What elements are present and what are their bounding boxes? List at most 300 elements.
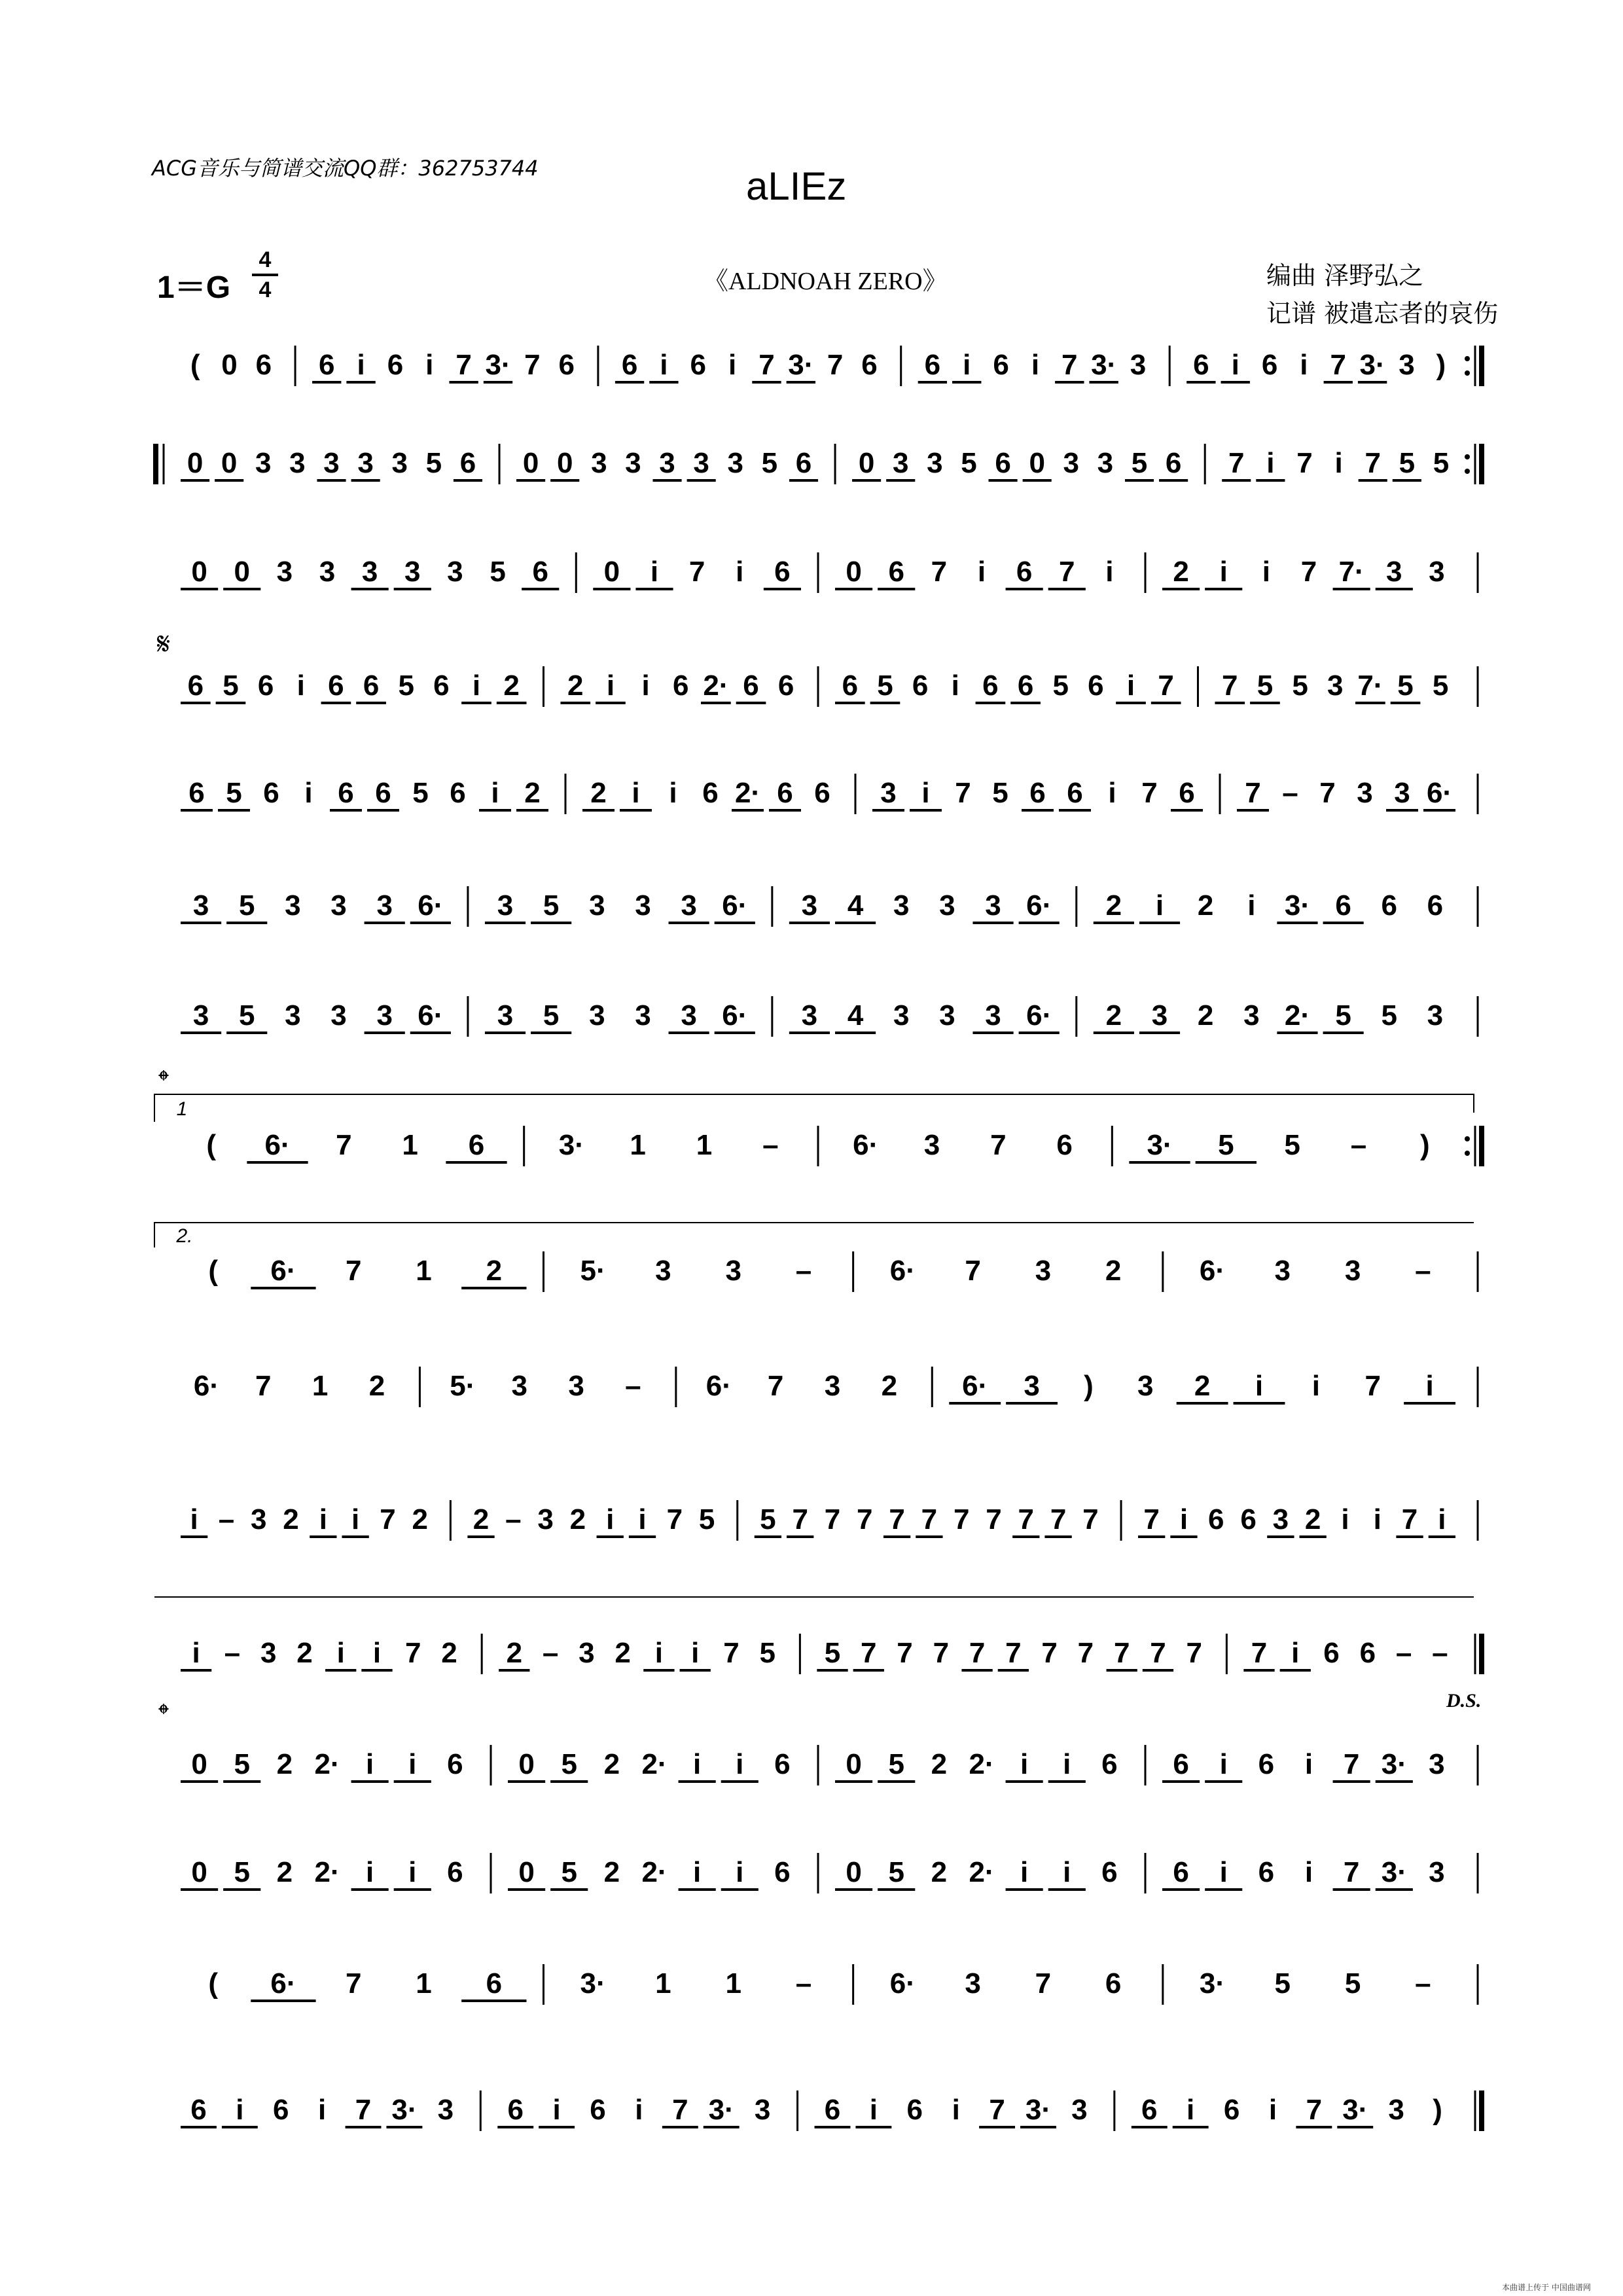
note: 3· [1091, 349, 1117, 381]
upload-footer-tag: 本曲谱上传于 中国曲谱网 [1502, 2283, 1591, 2292]
note: 7 [889, 1503, 905, 1535]
note: 3 [537, 1503, 554, 1535]
note: i [632, 777, 640, 809]
note: 0 [846, 1856, 862, 1888]
note: 7 [455, 349, 472, 381]
note: 3 [260, 1637, 277, 1669]
note: i [650, 556, 659, 588]
note: 6 [590, 2094, 606, 2126]
repeat-dot [1465, 469, 1470, 474]
note: 6 [1088, 670, 1104, 702]
note: 7 [1143, 1503, 1160, 1535]
note: 6· [264, 1129, 291, 1161]
note: 2 [283, 1503, 299, 1535]
note: i [641, 670, 650, 702]
note: 7 [827, 349, 844, 381]
note: 2· [641, 1748, 668, 1780]
time-signature-numerator: 4 [259, 247, 272, 272]
note: 3 [1272, 1503, 1289, 1535]
note: i [1231, 349, 1240, 381]
repeat-dot [1465, 1151, 1470, 1156]
note: 0 [858, 447, 875, 479]
note: 7 [1150, 1637, 1166, 1669]
note: 3 [1243, 999, 1260, 1031]
volta-2-label: 2. [176, 1225, 193, 1247]
repeat-dot [1465, 356, 1470, 361]
note: ) [1433, 2094, 1442, 2126]
note: 3 [1344, 1255, 1361, 1287]
note: 6 [814, 777, 830, 809]
note: i [606, 1503, 615, 1535]
note: i [336, 1637, 345, 1669]
note: 6 [774, 556, 791, 588]
note: 5 [877, 670, 893, 702]
note: 5 [226, 777, 242, 809]
note: 3 [1327, 670, 1344, 702]
note: 2· [703, 670, 729, 702]
note: 3 [965, 1967, 981, 2000]
note: 1 [416, 1967, 432, 2000]
note: 7 [861, 1637, 877, 1669]
note: 3 [568, 1370, 584, 1402]
note: 7 [1050, 1503, 1067, 1535]
note: 2 [569, 1503, 586, 1535]
note: 3 [391, 447, 408, 479]
note: i [491, 777, 499, 809]
note: i [1020, 1748, 1029, 1780]
note: 3 [376, 889, 393, 922]
note: 1 [696, 1129, 713, 1161]
note: 7 [1319, 777, 1336, 809]
note: 7 [1300, 556, 1317, 588]
note: 6 [1029, 777, 1046, 809]
repeat-dot [1465, 1136, 1470, 1141]
note: 2 [296, 1637, 313, 1669]
note: i [1063, 1856, 1071, 1888]
note: 3 [323, 447, 340, 479]
note: i [296, 670, 305, 702]
note: 5 [1257, 670, 1274, 702]
note: 3 [635, 889, 651, 922]
note: 6 [1335, 889, 1351, 922]
note: 2 [412, 1503, 428, 1535]
note: 2 [1197, 999, 1214, 1031]
note: 6 [774, 1856, 791, 1888]
note: 3· [558, 1129, 584, 1161]
note: 5 [561, 1748, 577, 1780]
note: 6· [1199, 1255, 1226, 1287]
note: 3· [1025, 2094, 1052, 2126]
note: 7 [1364, 1370, 1381, 1402]
note: 3 [376, 999, 393, 1031]
note: 5 [234, 1748, 250, 1780]
note: 2 [615, 1637, 631, 1669]
note: 3 [276, 556, 293, 588]
note: 7 [355, 2094, 372, 2126]
note: i [1126, 670, 1135, 702]
note: 6· [1026, 889, 1052, 922]
note: 0 [522, 447, 539, 479]
note: 6 [982, 670, 999, 702]
note: 2 [1105, 999, 1122, 1031]
note: 6 [1208, 1503, 1224, 1535]
note: 3 [285, 889, 301, 922]
note: 5 [490, 556, 506, 588]
note: 7 [1228, 447, 1245, 479]
note: 7 [1113, 1637, 1130, 1669]
note: 0 [191, 556, 207, 588]
note: 3· [485, 349, 511, 381]
note: 3 [655, 1255, 671, 1287]
note: 7 [767, 1370, 784, 1402]
note: 3 [330, 889, 347, 922]
note: i [635, 2094, 643, 2126]
note: i [425, 349, 434, 381]
note: 0 [1029, 447, 1045, 479]
note: 3· [1381, 1748, 1407, 1780]
note: 3 [1357, 777, 1373, 809]
repeat-dot [1465, 370, 1470, 376]
note: i [693, 1748, 702, 1780]
note: i [921, 777, 930, 809]
song-title: aLIEz [746, 164, 847, 208]
note: 2 [931, 1748, 948, 1780]
note: 0 [518, 1856, 535, 1888]
note: 3 [285, 999, 301, 1031]
note: 6 [993, 349, 1009, 381]
note: 3 [1151, 999, 1168, 1031]
note: i [669, 777, 677, 809]
note: 6 [363, 670, 380, 702]
note: 3 [893, 889, 910, 922]
note: – [1350, 1129, 1367, 1161]
note: 6· [270, 1255, 296, 1287]
note: i [1219, 556, 1228, 588]
note: 7 [1364, 447, 1381, 479]
note: 3 [923, 1129, 940, 1161]
note: 6· [193, 1370, 219, 1402]
note: 5 [561, 1856, 577, 1888]
note: i [1155, 889, 1164, 922]
note: – [542, 1637, 559, 1669]
note: i [691, 1637, 700, 1669]
note: 2· [314, 1856, 340, 1888]
note: 2 [1105, 1255, 1122, 1287]
note: 3· [788, 349, 814, 381]
note: 5 [543, 889, 560, 922]
note: 2 [1105, 889, 1122, 922]
note: i [408, 1748, 417, 1780]
time-signature-denominator: 4 [259, 278, 272, 302]
note: 2 [368, 1370, 385, 1402]
note: 2 [603, 1748, 620, 1780]
note: 6 [255, 349, 272, 381]
note: 3 [579, 1637, 595, 1669]
note: 2· [969, 1856, 995, 1888]
note: 5 [888, 1856, 904, 1888]
note: 7 [345, 1967, 362, 2000]
note: 3 [1427, 999, 1444, 1031]
note: 7 [255, 1370, 272, 1402]
note: 3· [708, 2094, 734, 2126]
note: 6 [1223, 2094, 1240, 2126]
note: 5 [1292, 670, 1308, 702]
note: 0 [846, 556, 862, 588]
note: 6 [1101, 1748, 1118, 1780]
note: 3 [251, 1503, 267, 1535]
note: 3· [1147, 1129, 1173, 1161]
note: 0 [603, 556, 620, 588]
note: i [660, 349, 668, 381]
note: 6· [418, 999, 444, 1031]
note: 3 [589, 889, 605, 922]
note: – [762, 1129, 779, 1161]
note: 3 [497, 999, 514, 1031]
note: 2 [1194, 1370, 1211, 1402]
note: 2 [1173, 556, 1189, 588]
note: 3· [1199, 1967, 1226, 2000]
note: 6 [702, 777, 719, 809]
note: i [1179, 1503, 1188, 1535]
note: 6 [486, 1967, 503, 2000]
note: 3 [1429, 1856, 1445, 1888]
note: ) [1420, 1129, 1430, 1161]
note: 1 [402, 1129, 418, 1161]
note: 0 [846, 1748, 862, 1780]
note: 3 [1063, 447, 1080, 479]
note: 2 [486, 1255, 503, 1287]
note: 7 [1186, 1637, 1202, 1669]
note: 7 [1035, 1967, 1052, 2000]
note: 5 [1284, 1129, 1300, 1161]
volta-bracket [154, 1094, 1474, 1122]
note: i [736, 1748, 744, 1780]
note: 3 [1024, 1370, 1040, 1402]
note: 7 [965, 1255, 981, 1287]
note: 6 [1067, 777, 1083, 809]
note: 3 [927, 447, 943, 479]
note: – [1432, 1637, 1448, 1669]
note: 7 [405, 1637, 421, 1669]
note: i [408, 1856, 417, 1888]
note: i [366, 1748, 374, 1780]
note: 7 [933, 1637, 950, 1669]
note: 2· [1284, 999, 1311, 1031]
note: 2 [881, 1370, 898, 1402]
note: 3 [681, 889, 697, 922]
note: 7 [1306, 2094, 1323, 2126]
note: – [795, 1967, 812, 2000]
note: i [357, 349, 365, 381]
note: 5 [398, 670, 414, 702]
note: i [1291, 1637, 1300, 1669]
note: 6 [447, 1748, 463, 1780]
note: 7 [336, 1129, 352, 1161]
note: i [1373, 1503, 1382, 1535]
note: 6 [1016, 556, 1033, 588]
note: i [552, 2094, 561, 2126]
note: i [1268, 2094, 1277, 2126]
note: ) [1436, 349, 1446, 381]
note: 7 [672, 2094, 688, 2126]
note: 6 [912, 670, 929, 702]
note: i [1020, 1856, 1029, 1888]
note: 5 [824, 1637, 841, 1669]
note: 5· [450, 1370, 476, 1402]
note: 3 [447, 556, 463, 588]
note: 5 [543, 999, 560, 1031]
note: 2 [441, 1637, 457, 1669]
note: 5 [759, 1637, 776, 1669]
note: 7 [688, 556, 705, 588]
note: 3 [693, 447, 709, 479]
note: 7 [955, 777, 971, 809]
note: i [1304, 1748, 1313, 1780]
note: 7 [990, 1129, 1007, 1161]
note: 2 [276, 1856, 293, 1888]
note: 1 [312, 1370, 329, 1402]
note: 7 [1005, 1637, 1022, 1669]
note: 2· [314, 1748, 340, 1780]
note: 3 [192, 889, 209, 922]
note: i [1425, 1370, 1434, 1402]
note: 6· [853, 1129, 879, 1161]
note: ( [190, 349, 200, 381]
note: 3 [1071, 2094, 1088, 2126]
note: 6 [1056, 1129, 1073, 1161]
note: 6 [338, 777, 354, 809]
note: 0 [187, 447, 204, 479]
note: 6 [450, 777, 466, 809]
note: – [1415, 1255, 1431, 1287]
note: i [736, 1856, 744, 1888]
note: 7 [1082, 1503, 1099, 1535]
note: 6 [1427, 889, 1444, 922]
note: 2 [276, 1748, 293, 1780]
note: 7 [723, 1637, 740, 1669]
note: i [366, 1856, 374, 1888]
note: 7· [1357, 670, 1383, 702]
note: 2· [734, 777, 761, 809]
note: 6 [1240, 1503, 1257, 1535]
note: – [218, 1503, 235, 1535]
note: 5 [223, 670, 239, 702]
note: 3 [1394, 777, 1410, 809]
note: 6 [263, 777, 279, 809]
note: 6 [188, 777, 205, 809]
note: 3 [893, 999, 910, 1031]
note: i [472, 670, 481, 702]
note: 3 [824, 1370, 841, 1402]
note: 0 [556, 447, 573, 479]
note: 6 [433, 670, 450, 702]
note: 6 [190, 2094, 207, 2126]
note: 2 [503, 670, 520, 702]
note: i [1031, 349, 1040, 381]
note: 7 [931, 556, 948, 588]
note: i [638, 1503, 647, 1535]
note: 3 [361, 556, 378, 588]
note: 3 [727, 447, 744, 479]
note: 3· [1359, 349, 1385, 381]
note: 3 [511, 1370, 527, 1402]
note: 6· [1426, 777, 1453, 809]
note: 6 [459, 447, 476, 479]
segno-sign: 𝄋 [156, 627, 171, 662]
note: 6 [187, 670, 204, 702]
note: 6 [1165, 447, 1182, 479]
note: i [190, 1503, 198, 1535]
note: 6 [1359, 1637, 1376, 1669]
note: 3 [1399, 349, 1415, 381]
note: i [1247, 889, 1256, 922]
note: 3· [1342, 2094, 1368, 2126]
note: 2 [931, 1856, 948, 1888]
coda-sign: 𝄌 [158, 1065, 169, 1097]
note: 3 [725, 1255, 741, 1287]
note: 6 [1258, 1856, 1275, 1888]
note: 0 [191, 1748, 207, 1780]
note: – [795, 1255, 812, 1287]
note: i [1262, 556, 1270, 588]
note: 5 [761, 447, 778, 479]
note: i [963, 349, 971, 381]
note: 5 [1218, 1129, 1234, 1161]
note: – [505, 1503, 522, 1535]
note: 3 [625, 447, 641, 479]
note: 2 [1197, 889, 1214, 922]
note: 6 [1101, 1856, 1118, 1888]
note: – [1282, 777, 1298, 809]
note: 6 [777, 777, 793, 809]
note: 2 [524, 777, 541, 809]
note: 6· [889, 1967, 916, 2000]
note: 7 [380, 1503, 396, 1535]
note: i [1311, 1370, 1320, 1402]
note: 6 [1017, 670, 1034, 702]
note: 3 [1388, 2094, 1404, 2126]
note: i [192, 1637, 200, 1669]
arranger-credit: 编曲 泽野弘之 [1266, 261, 1424, 290]
note: 5 [1397, 670, 1414, 702]
note: i [1063, 1748, 1071, 1780]
note: 6· [418, 889, 444, 922]
note: 0 [234, 556, 250, 588]
note: 6 [906, 2094, 923, 2126]
note: 2 [603, 1856, 620, 1888]
note: 3 [939, 999, 955, 1031]
note: 5 [1052, 670, 1069, 702]
note: 2 [506, 1637, 523, 1669]
repeat-dot [1465, 454, 1470, 459]
note: 6 [272, 2094, 289, 2126]
note: 6 [318, 349, 335, 381]
note: ( [208, 1967, 218, 2000]
note: 4 [847, 999, 864, 1031]
note: 6 [1261, 349, 1278, 381]
note: i [318, 2094, 327, 2126]
note: 3 [289, 447, 306, 479]
note: i [952, 2094, 960, 2126]
note: – [625, 1370, 641, 1402]
note: i [693, 1856, 702, 1888]
note: 1 [416, 1255, 432, 1287]
note: i [319, 1503, 327, 1535]
note: 6 [328, 670, 344, 702]
note: 7 [897, 1637, 913, 1669]
qq-group-note: ACG音乐与简谱交流QQ群：362753744 [152, 156, 539, 181]
note: 6 [743, 670, 759, 702]
